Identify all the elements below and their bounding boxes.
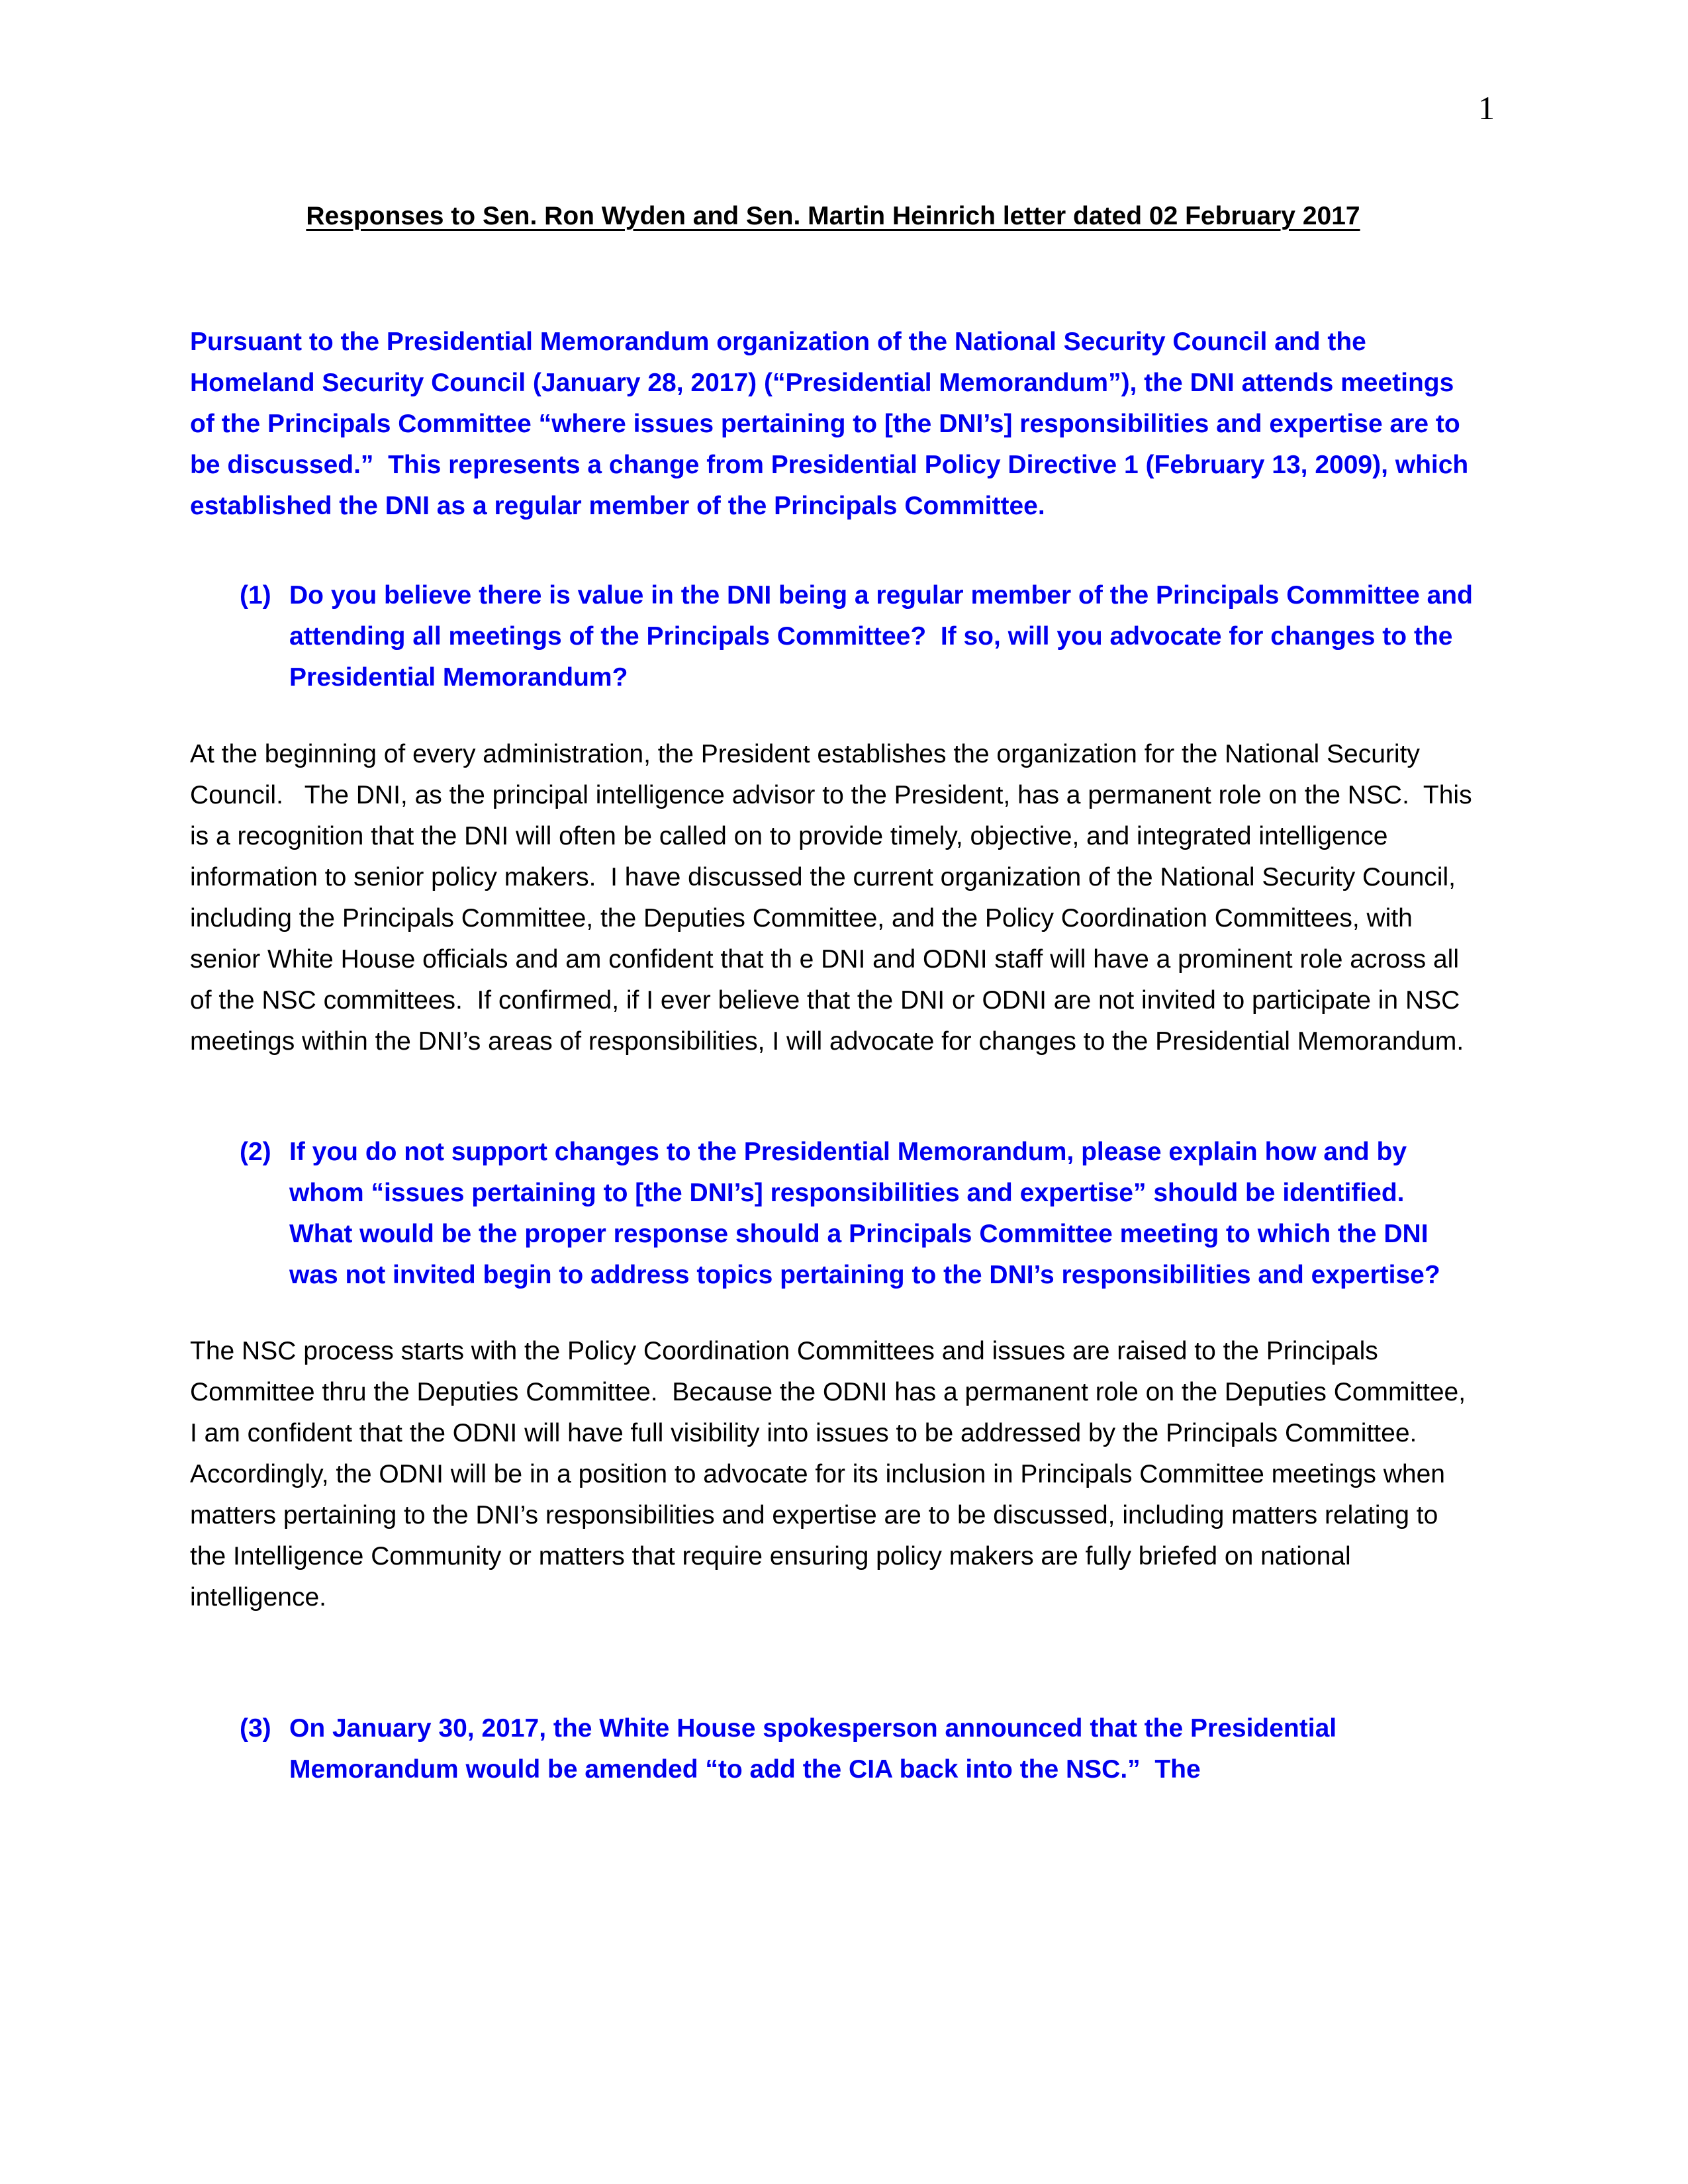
question-2-text: If you do not support changes to the Presidential Memorandum, please explain how and by whom “issues pertaining to [the DNI’s] responsibilities and expertise” should be identified. What would be the proper response should a Principals Committee meeting to which the DNI was not invited begin to address topics pertaining to the DNI’s responsibilities and expertise? [289, 1138, 1440, 1289]
intro-paragraph: Pursuant to the Presidential Memorandum organization of the National Security Council and the Homeland Security Council (January 28, 2017) (“Presidential Memorandum”), the DNI attends meetings of the Principals Committee “where issues pertaining to [the DNI’s] responsibilities and expertise are to be discussed.” This represents a change from Presidential Policy Directive 1 (February 13, 2009), which established the DNI as a regular member of the Principals Committee. [190, 328, 1476, 520]
question-3-text: On January 30, 2017, the White House spokesperson announced that the Presidential Memorandum would be amended “to add the CIA back into the NSC.” The [289, 1714, 1344, 1784]
answer-2: The NSC process starts with the Policy Coordination Committees and issues are raised to the Principals Committee thru the Deputies Committee. Because the ODNI has a permanent role on the Deputies Committee, I am confident that the ODNI will have full visibility into issues to be addressed by the Principals Committee. Accordingly, the ODNI will be in a position to advocate for its inclusion in Principals Committee meetings when matters pertaining to the DNI’s responsibilities and expertise are to be discussed, including matters relating to the Intelligence Community or matters that require ensuring policy makers are fully briefed on national intelligence. [190, 1337, 1473, 1612]
answer-1: At the beginning of every administration, the President establishes the organization for the National Security Council. The DNI, as the principal intelligence advisor to the President, has a permanent role on the NSC. This is a recognition that the DNI will often be called on to provide timely, objective, and integrated intelligence information to senior policy makers. I have discussed the current organization of the National Security Council, including the Principals Committee, the Deputies Committee, and the Policy Coordination Committees, with senior White House officials and am confident that th e DNI and ODNI staff will have a prominent role across all of the NSC committees. If confirmed, if I ever believe that the DNI or ODNI are not invited to participate in NSC meetings within the DNI’s areas of responsibilities, I will advocate for changes to the Presidential Memorandum. [190, 740, 1479, 1056]
question-3-number: (3) [240, 1714, 271, 1743]
question-2 [190, 1132, 1476, 1296]
question-3 [190, 1708, 1476, 1790]
page-number: 1 [1478, 89, 1495, 126]
question-1-text: Do you believe there is value in the DNI being a regular member of the Principals Committee and attending all meetings of the Principals Committee? If so, will you advocate for changes to the Presidential Memorandum? [289, 581, 1480, 692]
question-2-number: (2) [240, 1138, 271, 1166]
document-title-text: Responses to Sen. Ron Wyden and Sen. Martin Heinrich letter dated 02 February 2017 [306, 202, 1360, 230]
question-1-number: (1) [240, 581, 271, 610]
document-title [190, 196, 1476, 237]
question-1 [190, 575, 1480, 698]
